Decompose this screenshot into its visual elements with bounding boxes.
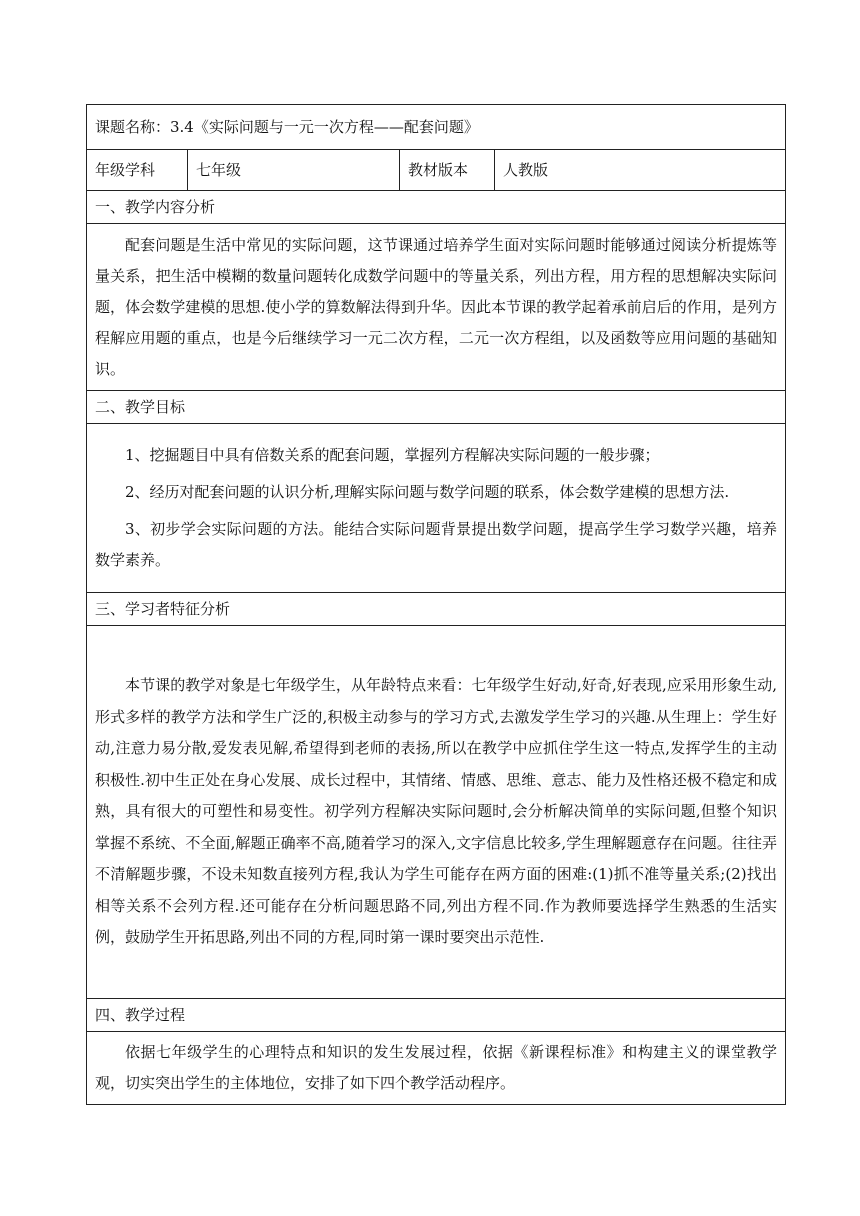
edition-label: 教材版本 (400, 150, 495, 191)
goal-item: 1、挖掘题目中具有倍数关系的配套问题，掌握列方程解决实际问题的一般步骤； (125, 446, 660, 464)
grade-subject-label: 年级学科 (87, 150, 188, 191)
section-body-teaching-goals (87, 424, 786, 593)
section-body-content-analysis (87, 224, 786, 391)
title-row (87, 105, 786, 150)
section-heading-teaching-process: 四、教学过程 (87, 999, 786, 1032)
paragraph: 配套问题是生活中常见的实际问题，这节课通过培养学生面对实际问题时能够通过阅读分析提炼等量关系，把生活中模糊的数量问题转化成数学问题中的等量关系，列出方程，用方程的思想解决实际问题，体会数学建模的思想.使小学的算数解法得到升华。因此本节课的教学起着承前启后的作用，是列方程解应用题的重点，也是今后继续学习一元二次方程，二元一次方程组，以及函数等应用问题的基础知识。 (95, 235, 778, 378)
lesson-plan-table (86, 104, 786, 1105)
paragraph: 本节课的教学对象是七年级学生，从年龄特点来看：七年级学生好动,好奇,好表现,应采用形象生动,形式多样的教学方法和学生广泛的,积极主动参与的学习方式,去激发学生学习的兴趣.从生理上：学生好动,注意力易分散,爱发表见解,希望得到老师的表扬,所以在教学中应抓住学生这一特点,发挥学生的主动积极性.初中生正处在身心发展、成长过程中，其情绪、情感、思维、意志、能力及性格还极不稳定和成熟，具有很大的可塑性和易变性。初学列方程解决实际问题时,会分析解决简单的实际问题,但整个知识掌握不系统、不全面,解题正确率不高,随着学习的深入,文字信息比较多,学生理解题意存在问题。往往弄不清解题步骤，不设未知数直接列方程,我认为学生可能存在两方面的困难:(1)抓不准等量关系;(2)找出相等关系不会列方程.还可能存在分析问题思路不同,列出方程不同.作为教师要选择学生熟悉的生活实例，鼓励学生开拓思路,列出不同的方程,同时第一课时要突出示范性. (95, 676, 778, 947)
section-heading-learner-analysis: 三、学习者特征分析 (87, 593, 786, 626)
section-body-teaching-process (87, 1032, 786, 1105)
goal-item: 2、经历对配套问题的认识分析,理解实际问题与数学问题的联系，体会数学建模的思想方法. (125, 483, 730, 501)
section-body-learner-analysis (87, 626, 786, 999)
edition-value: 人教版 (495, 150, 786, 191)
grade-subject-value: 七年级 (188, 150, 400, 191)
section-heading-teaching-goals: 二、教学目标 (87, 391, 786, 424)
section-heading-content-analysis: 一、教学内容分析 (87, 191, 786, 224)
goal-item: 3、初步学会实际问题的方法。能结合实际问题背景提出数学问题，提高学生学习数学兴趣，培养数学素养。 (95, 520, 778, 569)
course-title: 课题名称：3.4《实际问题与一元一次方程——配套问题》 (87, 105, 786, 150)
paragraph: 依据七年级学生的心理特点和知识的发生发展过程，依据《新课程标准》和构建主义的课堂教学观，切实突出学生的主体地位，安排了如下四个教学活动程序。 (95, 1043, 778, 1092)
grade-row (87, 150, 786, 191)
